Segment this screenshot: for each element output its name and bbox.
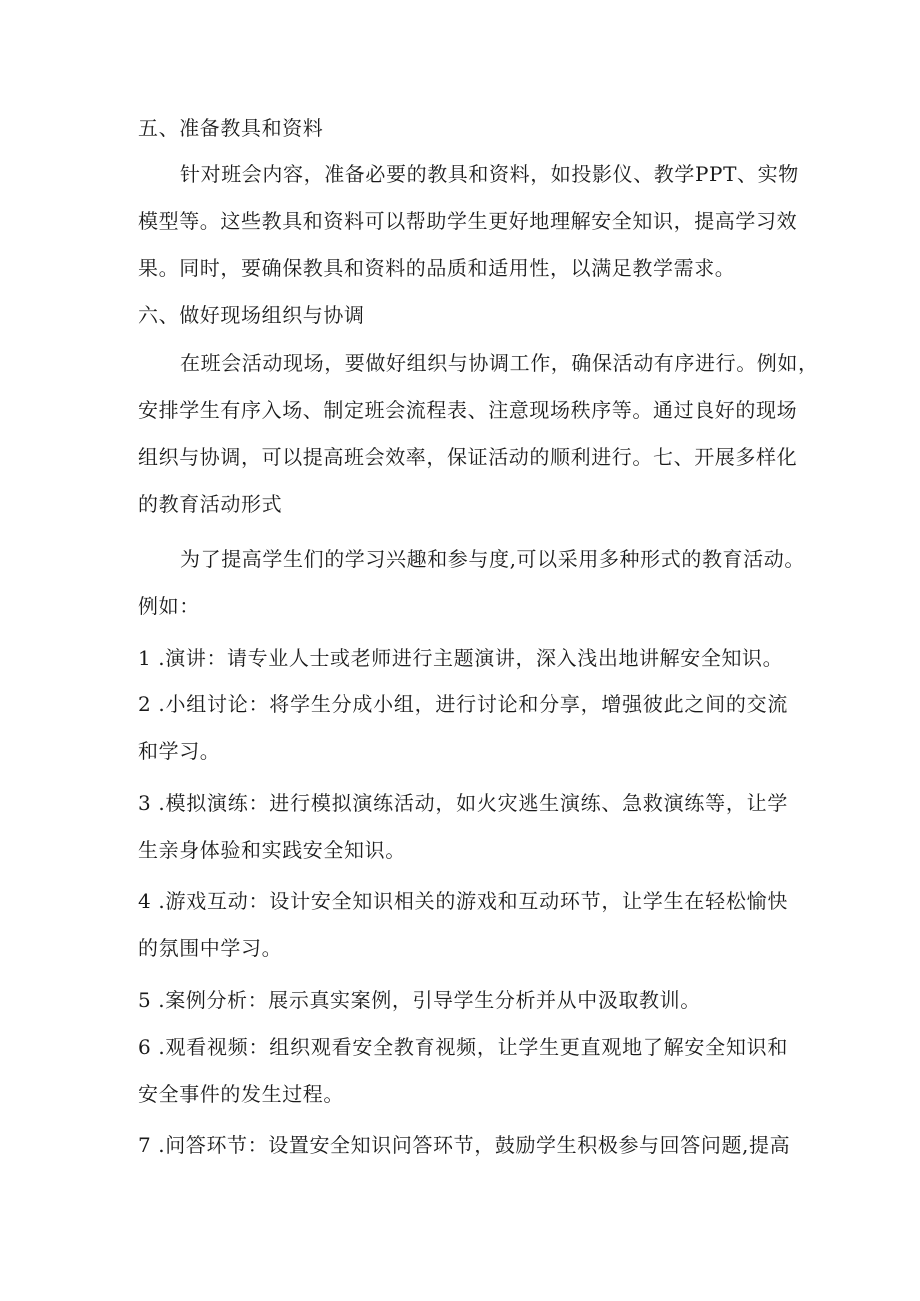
paragraph-line: 的教育活动形式	[138, 492, 283, 516]
section-heading-6: 六、做好现场组织与协调	[138, 303, 365, 327]
paragraph-line: 为了提高学生们的学习兴趣和参与度,可以采用多种形式的教育活动。	[180, 547, 805, 571]
list-item-4-cont: 的氛围中学习。	[138, 936, 283, 960]
paragraph-line: 例如：	[138, 594, 200, 618]
list-item-6-cont: 安全事件的发生过程。	[138, 1082, 344, 1106]
paragraph-line: 安排学生有序入场、制定班会流程表、注意现场秩序等。通过良好的现场	[138, 398, 798, 422]
list-item-2-cont: 和学习。	[138, 739, 221, 763]
list-item-7: 7 .问答环节：设置安全知识问答环节，鼓励学生积极参与回答问题,提高	[138, 1133, 791, 1157]
list-item-6: 6 .观看视频：组织观看安全教育视频，让学生更直观地了解安全知识和	[138, 1035, 788, 1059]
list-item-5: 5 .案例分析：展示真实案例，引导学生分析并从中汲取教训。	[138, 988, 701, 1012]
list-item-1: 1 .演讲：请专业人士或老师进行主题演讲，深入浅出地讲解安全知识。	[138, 646, 784, 670]
paragraph-line: 果。同时，要确保教具和资料的品质和适用性，以满足教学需求。	[138, 256, 736, 280]
paragraph-line: 针对班会内容，准备必要的教具和资料，如投影仪、教学PPT、实物	[180, 162, 799, 186]
section-heading-5: 五、准备教具和资料	[138, 116, 324, 140]
list-item-3: 3 .模拟演练：进行模拟演练活动，如火灾逃生演练、急救演练等，让学	[138, 791, 788, 815]
list-item-4: 4 .游戏互动：设计安全知识相关的游戏和互动环节，让学生在轻松愉快	[138, 889, 788, 913]
paragraph-line: 模型等。这些教具和资料可以帮助学生更好地理解安全知识，提高学习效	[138, 209, 798, 233]
list-item-2: 2 .小组讨论：将学生分成小组，进行讨论和分享，增强彼此之间的交流	[138, 692, 788, 716]
list-item-3-cont: 生亲身体验和实践安全知识。	[138, 838, 406, 862]
paragraph-line: 组织与协调，可以提高班会效率，保证活动的顺利进行。七、开展多样化	[138, 445, 798, 469]
paragraph-line: 在班会活动现场，要做好组织与协调工作，确保活动有序进行。例如，	[180, 351, 819, 375]
